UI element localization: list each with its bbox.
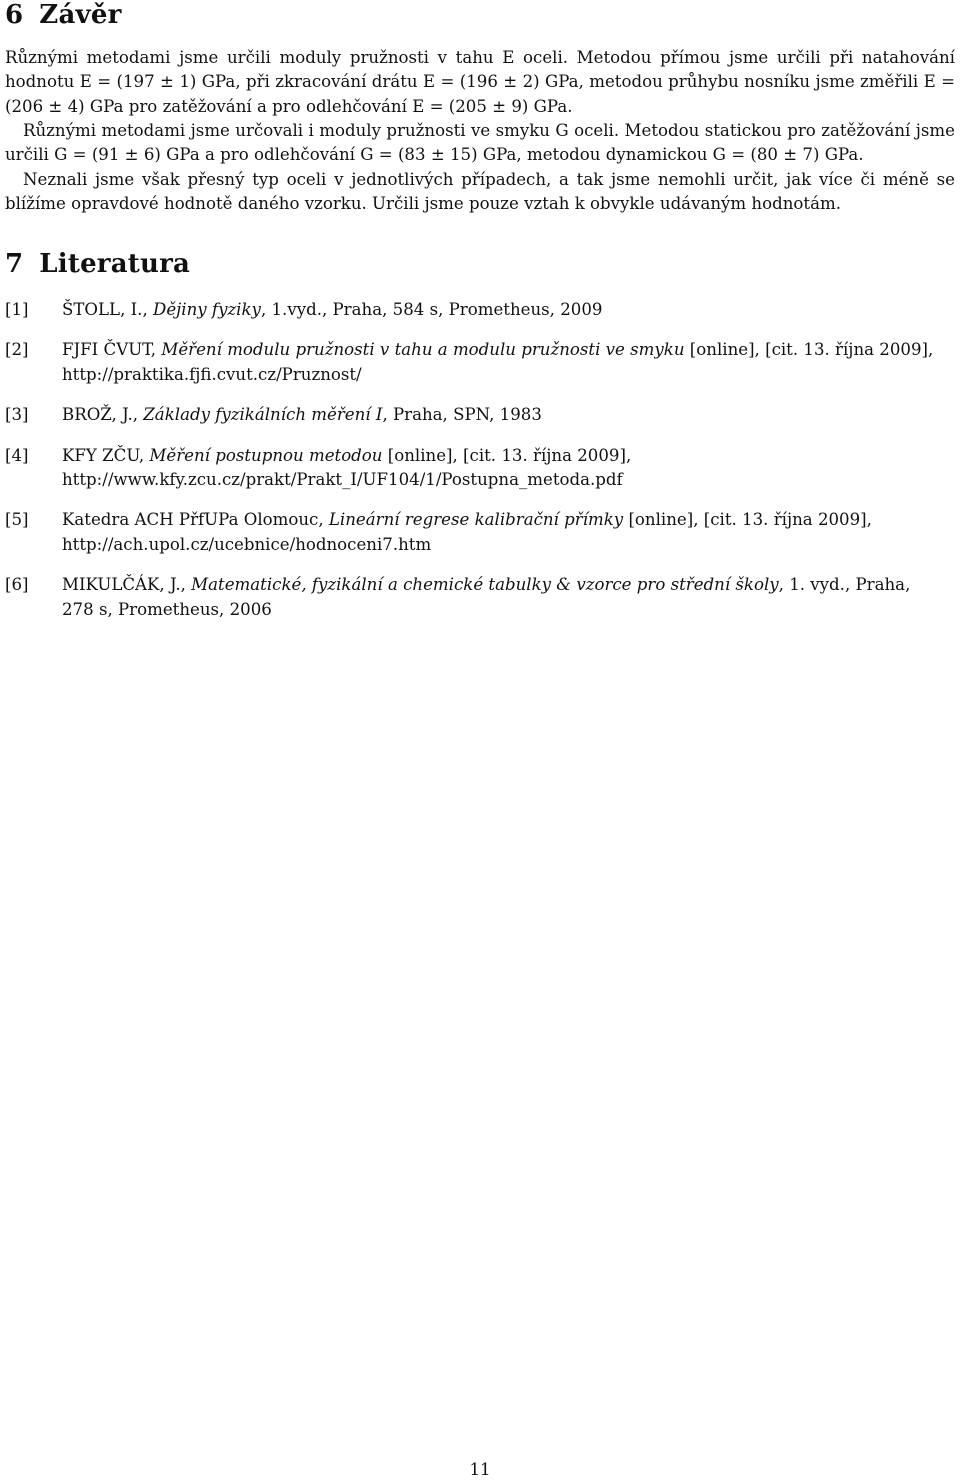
- reference-details: [online], [cit. 13. října 2009],: [623, 510, 872, 530]
- reference-details: , 1. vyd., Praha,: [778, 575, 911, 595]
- section-6-number: 6: [5, 0, 24, 30]
- section-7-number: 7: [5, 249, 24, 279]
- reference-title: Měření postupnou metodou: [149, 445, 383, 465]
- reference-item: [5, 573, 957, 622]
- reference-authors: ŠTOLL, I.,: [62, 300, 154, 319]
- reference-label: [4]: [5, 445, 29, 465]
- conclusion-paragraph-3: Neznali jsme však přesný typ oceli v jednotlivých případech, a tak jsme nemohli určit, jak více či méně se blížíme opravdové hodnotě daného vzorku. Určili jsme pouze vztah k obvykle udávaným hodnotám.: [5, 170, 955, 214]
- reference-details: [online], [cit. 13. října 2009],: [684, 340, 934, 360]
- reference-url[interactable]: http://www.kfy.zcu.cz/prakt/Prakt_I/UF104/1/Postupna_metoda.pdf: [62, 470, 623, 490]
- reference-item: [5, 338, 957, 387]
- reference-label: [6]: [5, 575, 29, 595]
- reference-url[interactable]: http://ach.upol.cz/ucebnice/hodnoceni7.htm: [62, 534, 432, 554]
- reference-title: Lineární regrese kalibrační přímky: [328, 510, 624, 530]
- conclusion-paragraph-2: Různými metodami jsme určovali i moduly pružnosti ve smyku G oceli. Metodou statickou pro zatěžování jsme určili G = (91 ± 6) GPa a pro odlehčování G = (83 ± 15) GPa, metodou dynamickou G = (80 ± 7) GPa.: [5, 121, 955, 165]
- reference-title: Dějiny fyziky: [153, 300, 261, 319]
- section-7-heading: [5, 249, 190, 279]
- reference-list: [5, 298, 957, 638]
- reference-title: Měření modulu pružnosti v tahu a modulu pružnosti ve smyku: [161, 340, 685, 360]
- reference-authors: MIKULČÁK, J.,: [62, 575, 192, 595]
- reference-details: , Praha, SPN, 1983: [382, 405, 542, 425]
- reference-authors: Katedra ACH PřfUPa Olomouc,: [62, 510, 329, 530]
- reference-title: Základy fyzikálních měření I: [143, 405, 383, 425]
- reference-label: [5]: [5, 510, 29, 530]
- reference-item: [5, 444, 957, 493]
- reference-authors: BROŽ, J.,: [62, 405, 144, 425]
- page-number: 11: [469, 1460, 491, 1479]
- reference-item: [5, 298, 957, 322]
- reference-details: , 1.vyd., Praha, 584 s, Prometheus, 2009: [260, 300, 603, 319]
- reference-continuation: 278 s, Prometheus, 2006: [62, 599, 272, 619]
- reference-authors: FJFI ČVUT,: [62, 340, 162, 360]
- reference-url[interactable]: http://praktika.fjfi.cvut.cz/Pruznost/: [62, 364, 362, 384]
- reference-item: [5, 403, 957, 427]
- reference-authors: KFY ZČU,: [62, 445, 150, 465]
- section-6-title: Závěr: [39, 0, 122, 30]
- reference-title: Matematické, fyzikální a chemické tabulky & vzorce pro střední školy: [191, 575, 779, 595]
- reference-details: [online], [cit. 13. října 2009],: [382, 445, 632, 465]
- reference-label: [2]: [5, 340, 29, 360]
- reference-item: [5, 508, 957, 557]
- reference-label: [1]: [5, 300, 29, 319]
- conclusion-paragraph-1: Různými metodami jsme určili moduly pružnosti v tahu E oceli. Metodou přímou jsme určili při natahování hodnotu E = (197 ± 1) GPa, při zkracování drátu E = (196 ± 2) GPa, metodou průhybu nosníku jsme změřili E = (206 ± 4) GPa pro zatěžování a pro odlehčování E = (205 ± 9) GPa.: [5, 48, 955, 116]
- reference-label: [3]: [5, 405, 29, 425]
- section-7-title: Literatura: [39, 249, 191, 279]
- section-6-heading: [5, 0, 121, 30]
